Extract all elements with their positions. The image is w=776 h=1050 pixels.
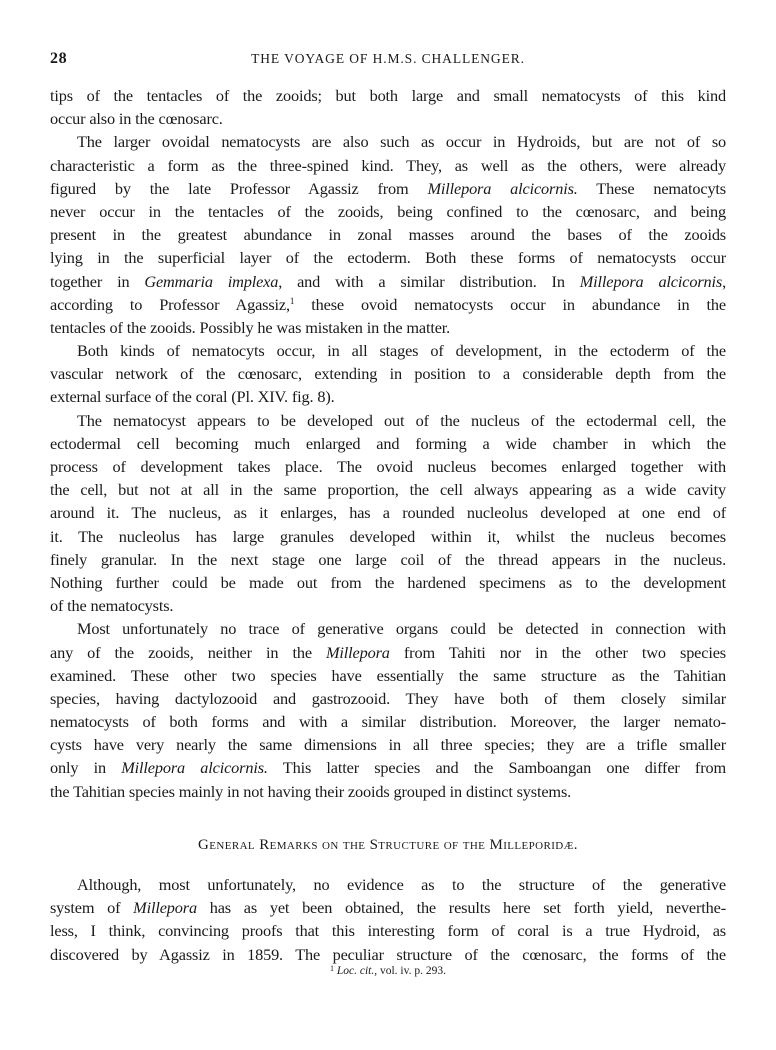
text-line bbox=[50, 154, 726, 177]
text-line bbox=[50, 293, 726, 316]
text-line bbox=[50, 455, 726, 478]
text-line bbox=[50, 896, 726, 919]
text-segment: , and with a similar distribution. In bbox=[278, 271, 580, 291]
italic-taxon: Gemmaria implexa bbox=[144, 271, 279, 291]
text-line bbox=[50, 200, 726, 223]
text-segment: nematocysts of both forms and with a similar distribution. Moreover, the larger nemato- bbox=[50, 712, 726, 732]
text-line bbox=[50, 385, 726, 408]
body-text-section-1 bbox=[50, 84, 726, 803]
footnote-marker: 1 bbox=[329, 964, 334, 973]
text-line bbox=[50, 594, 726, 617]
text-line bbox=[50, 223, 726, 246]
italic-taxon: Millepora bbox=[133, 898, 197, 918]
text-segment: it. The nucleolus has large granules developed within it, whilst the nucleus becomes bbox=[50, 526, 726, 546]
footnote-text: , vol. iv. p. 293. bbox=[374, 965, 447, 977]
italic-taxon: Millepora bbox=[326, 642, 390, 662]
section-heading: General Remarks on the Structure of the Milleporidæ. bbox=[198, 837, 578, 853]
text-segment: Although, most unfortunately, no evidence as to the structure of the generative bbox=[77, 875, 726, 894]
text-segment: Most unfortunately no trace of generative organs could be detected in connection with bbox=[77, 619, 726, 639]
text-segment: The nematocyst appears to be developed out of the nucleus of the ectodermal cell, the bbox=[77, 410, 726, 430]
footnote-citation: Loc. cit. bbox=[336, 965, 375, 977]
text-segment: around it. The nucleus, as it enlarges, has a rounded nucleolus developed at one end of bbox=[50, 503, 726, 523]
text-segment: according to Professor Agassiz, bbox=[50, 294, 290, 314]
text-segment: vascular network of the cœnosarc, extending in position to a considerable depth from the bbox=[50, 364, 726, 384]
running-title: THE VOYAGE OF H.M.S. CHALLENGER. bbox=[251, 51, 525, 66]
text-line bbox=[50, 84, 726, 107]
footnote-reference: 1 bbox=[289, 295, 295, 306]
text-segment: The larger ovoidal nematocysts are also such as occur in Hydroids, but are not of so bbox=[77, 132, 726, 152]
body-text-section-2 bbox=[50, 873, 726, 966]
text-segment: these ovoid nematocysts occur in abundance in the bbox=[294, 294, 726, 314]
text-line bbox=[50, 270, 726, 293]
text-segment: tentacles of the zooids. Possibly he was mistaken in the matter. bbox=[50, 317, 451, 337]
text-segment: cysts have very nearly the same dimensions in all three species; they are a trifle smaller bbox=[50, 735, 726, 755]
text-line bbox=[50, 710, 726, 733]
text-segment: of the nematocysts. bbox=[50, 596, 174, 616]
text-segment: present in the greatest abundance in zonal masses around the bases of the zooids bbox=[50, 225, 726, 245]
text-line bbox=[50, 687, 726, 710]
text-line bbox=[50, 617, 726, 640]
text-segment: lying in the superficial layer of the ectoderm. Both these forms of nematocysts occur bbox=[50, 248, 726, 268]
footnote bbox=[0, 964, 776, 977]
text-line bbox=[50, 478, 726, 501]
text-segment: tips of the tentacles of the zooids; but both large and small nematocysts of this kind bbox=[50, 86, 726, 105]
text-line bbox=[50, 571, 726, 594]
text-segment: any of the zooids, neither in the bbox=[50, 642, 327, 662]
text-segment: , bbox=[722, 271, 726, 291]
page-number: 28 bbox=[50, 50, 68, 67]
text-segment: less, I think, convincing proofs that this interesting form of coral is a true Hydroid, as bbox=[50, 921, 726, 941]
text-line bbox=[50, 943, 726, 966]
text-line bbox=[50, 107, 726, 130]
text-segment: occur also in the cœnosarc. bbox=[50, 109, 223, 129]
text-segment: This latter species and the Samboangan one differ from bbox=[267, 758, 726, 778]
text-line bbox=[50, 246, 726, 269]
text-line bbox=[50, 362, 726, 385]
text-line bbox=[50, 664, 726, 687]
text-segment: Both kinds of nematocyts occur, in all stages of development, in the ectoderm of the bbox=[77, 341, 726, 361]
italic-taxon: Millepora alcicornis bbox=[579, 271, 723, 291]
text-segment: external surface of the coral (Pl. XIV. fig. 8). bbox=[50, 387, 335, 407]
text-segment: figured by the late Professor Agassiz from bbox=[50, 178, 428, 198]
italic-taxon: Millepora alcicornis. bbox=[427, 178, 578, 198]
text-segment: ectodermal cell becoming much enlarged and forming a wide chamber in which the bbox=[50, 433, 726, 453]
text-line bbox=[50, 525, 726, 548]
text-segment: from Tahiti nor in the other two species bbox=[389, 642, 726, 662]
text-line bbox=[50, 873, 726, 896]
text-line bbox=[50, 409, 726, 432]
text-segment: characteristic a form as the three-spined kind. They, as well as the others, were already bbox=[50, 155, 726, 175]
text-line bbox=[50, 339, 726, 362]
text-segment: discovered by Agassiz in 1859. The peculiar structure of the cœnosarc, the forms of the bbox=[50, 944, 726, 964]
italic-taxon: Millepora alcicornis. bbox=[121, 758, 268, 778]
text-line bbox=[50, 548, 726, 571]
text-segment: Nothing further could be made out from the hardened specimens as to the development bbox=[50, 572, 726, 592]
text-line bbox=[50, 780, 726, 803]
running-head bbox=[50, 50, 726, 70]
text-segment: only in bbox=[50, 758, 122, 778]
text-segment: never occur in the tentacles of the zooids, being confined to the cœnosarc, and being bbox=[50, 201, 726, 221]
text-line bbox=[50, 641, 726, 664]
text-line bbox=[50, 919, 726, 942]
text-segment: examined. These other two species have essentially the same structure as the Tahitian bbox=[50, 665, 726, 685]
text-segment: the Tahitian species mainly in not having their zooids grouped in distinct systems. bbox=[50, 781, 572, 801]
text-segment: These nematocyts bbox=[577, 178, 726, 198]
text-line bbox=[50, 177, 726, 200]
text-segment: system of bbox=[50, 898, 134, 918]
text-segment: together in bbox=[50, 271, 145, 291]
text-line bbox=[50, 432, 726, 455]
text-line bbox=[50, 130, 726, 153]
text-line bbox=[50, 733, 726, 756]
text-line bbox=[50, 756, 726, 779]
text-segment: the cell, but not at all in the same proportion, the cell always appearing as a wide cavity bbox=[50, 480, 726, 500]
text-segment: has as yet been obtained, the results here set forth yield, neverthe- bbox=[196, 898, 726, 918]
text-line bbox=[50, 316, 726, 339]
text-line bbox=[50, 501, 726, 524]
text-segment: species, having dactylozooid and gastrozooid. They have both of them closely similar bbox=[50, 688, 726, 708]
text-segment: finely granular. In the next stage one large coil of the thread appears in the nucleus. bbox=[50, 549, 726, 569]
text-segment: process of development takes place. The ovoid nucleus becomes enlarged together with bbox=[50, 457, 726, 476]
